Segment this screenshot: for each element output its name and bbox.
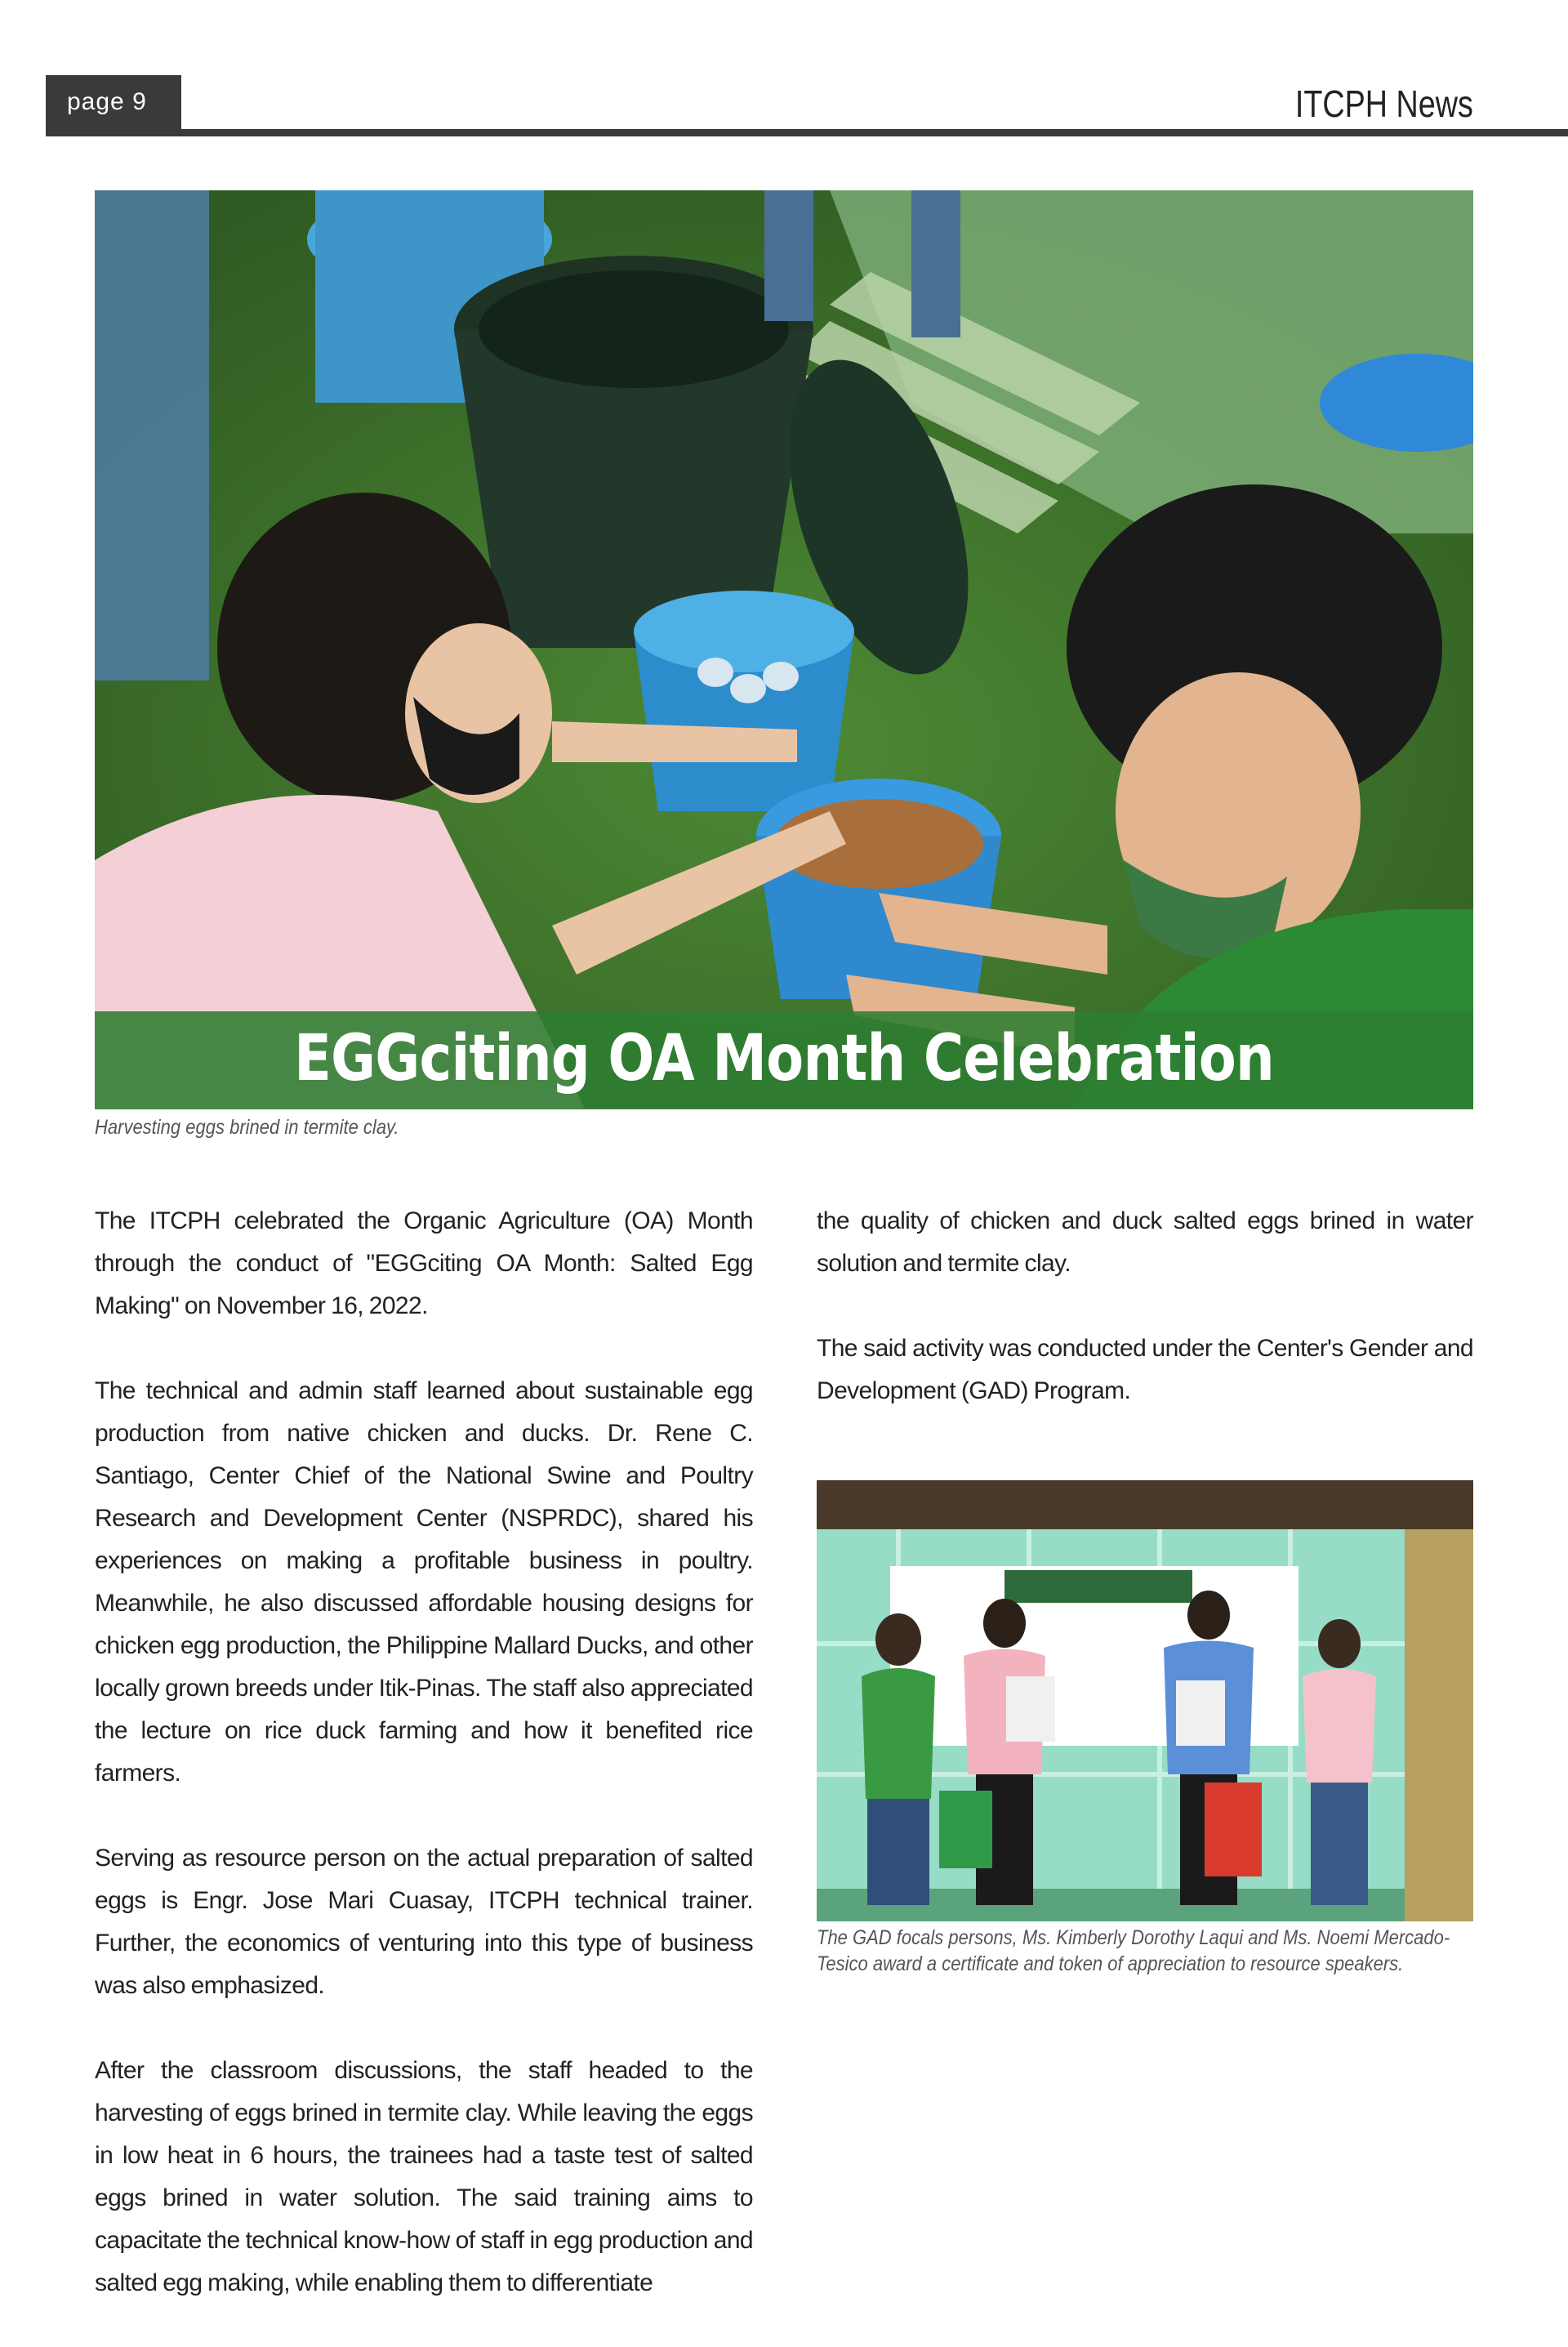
award-photo-caption: The GAD focals persons, Ms. Kimberly Dorothy Laqui and Ms. Noemi Mercado-Tesico award a certificate and token of appreciation to resource speakers. bbox=[817, 1926, 1450, 1975]
hero-caption: Harvesting eggs brined in termite clay. bbox=[95, 1116, 399, 1139]
article-title: EGGciting OA Month Celebration bbox=[294, 1022, 1274, 1095]
paragraph: The ITCPH celebrated the Organic Agriculture (OA) Month through the conduct of "EGGciting OA Month: Salted Egg Making" on November 16, 2022. bbox=[95, 1207, 753, 1319]
article-title-banner bbox=[95, 1011, 1473, 1109]
paragraph: After the classroom discussions, the staff headed to the harvesting of eggs brined in termite clay. While leaving the eggs in low heat in 6 hours, the trainees had a taste test of salted eggs brined in water solution. The said training aims to capacitate the technical know-how of staff in egg production and salted egg making, while enabling them to differentiate bbox=[95, 2057, 753, 2296]
award-photo bbox=[817, 1480, 1473, 1921]
page-number-tab: page 9 bbox=[46, 75, 181, 136]
paragraph: The said activity was conducted under the Center's Gender and Development (GAD) Program. bbox=[817, 1335, 1473, 1404]
paragraph: Serving as resource person on the actual preparation of salted eggs is Engr. Jose Mari Cuasay, ITCPH technical trainer. Further, the economics of venturing into this type of business was also emphasized. bbox=[95, 1845, 753, 1999]
header-rule bbox=[46, 129, 1568, 136]
paragraph: the quality of chicken and duck salted eggs brined in water solution and termite clay. bbox=[817, 1207, 1473, 1277]
publication-title: ITCPH News bbox=[1295, 83, 1473, 125]
article-body-right bbox=[817, 1200, 1473, 1455]
article-body-left bbox=[95, 1200, 753, 2347]
hero-photo bbox=[95, 190, 1473, 1109]
paragraph: The technical and admin staff learned about sustainable egg production from native chicken and ducks. Dr. Rene C. Santiago, Center Chief of the National Swine and Poultry Research and Development Center (NSPRDC), shared his experiences on making a profitable business in poultry. Meanwhile, he also discussed affordable housing designs for chicken egg production, the Philippine Mallard Ducks, and other locally grown breeds under Itik-Pinas. The staff also appreciated the lecture on rice duck farming and how it benefited rice farmers. bbox=[95, 1377, 753, 1787]
